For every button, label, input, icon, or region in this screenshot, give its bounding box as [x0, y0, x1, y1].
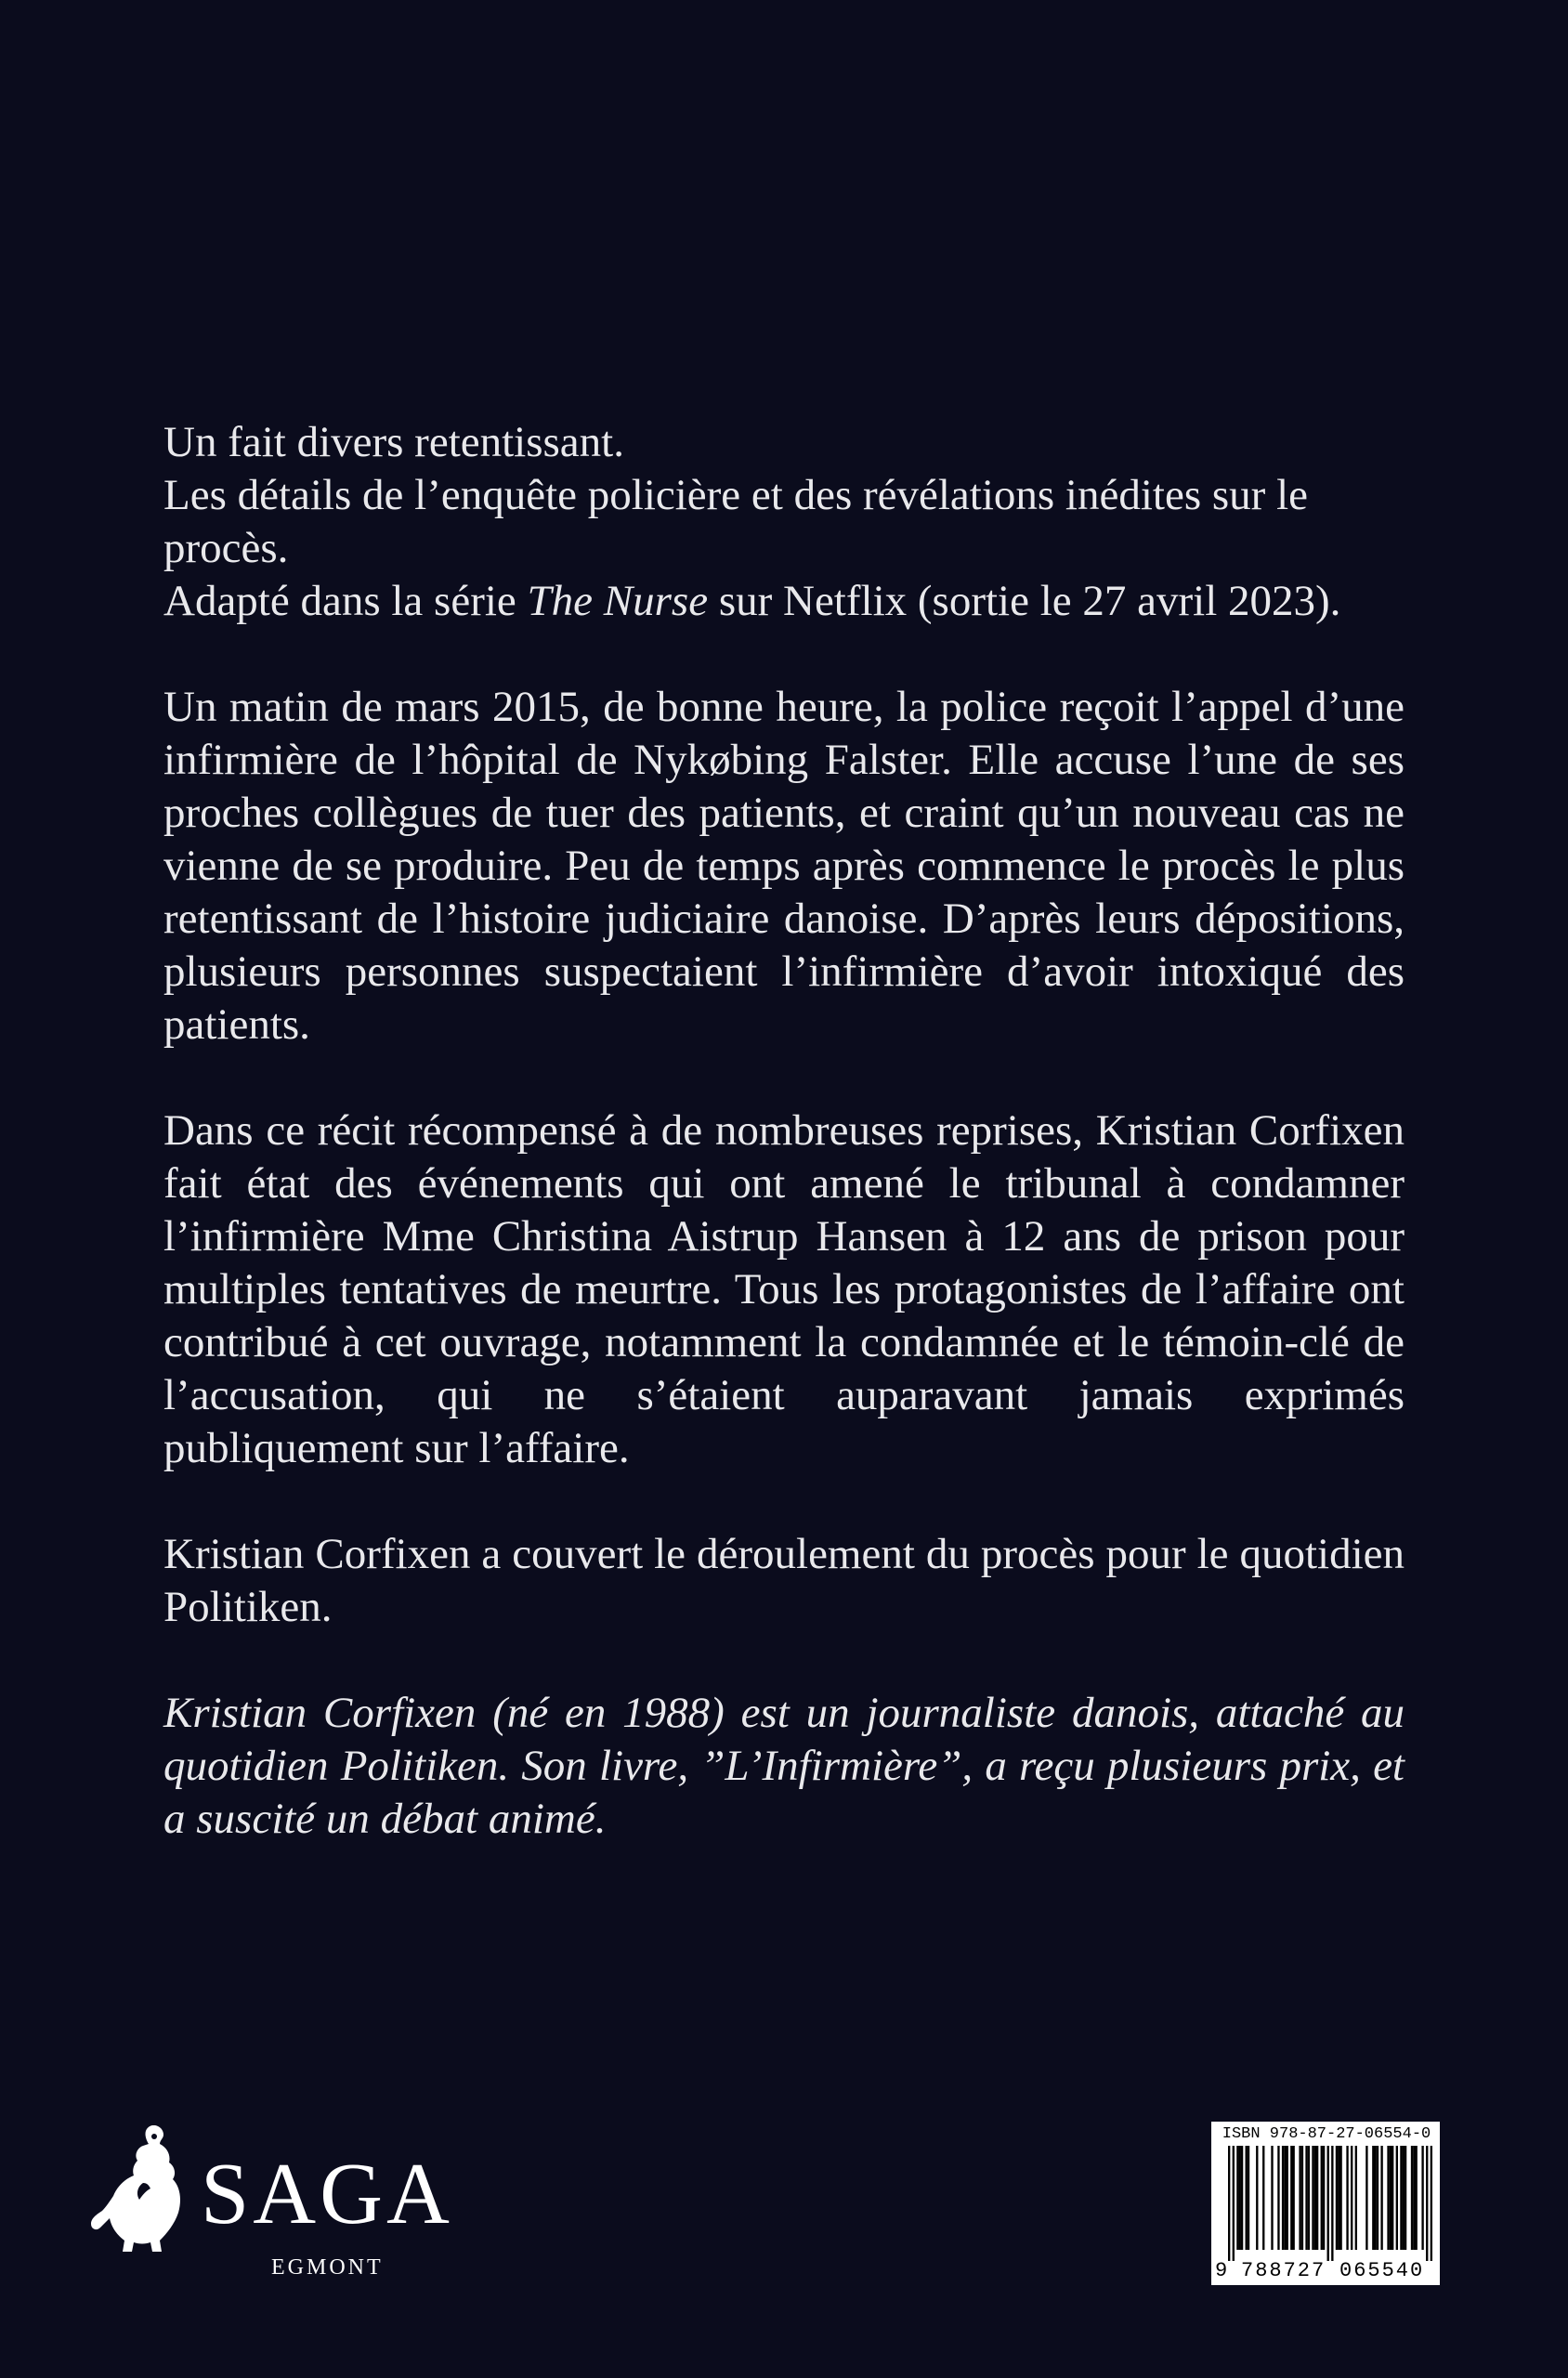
barcode-bar: [1321, 2146, 1323, 2250]
intro-line-3-before: Adapté dans la série: [163, 577, 528, 625]
publisher-name: SAGA: [201, 2146, 453, 2242]
isbn-barcode: [1211, 2122, 1440, 2285]
ean-first-digit: 9: [1215, 2259, 1228, 2282]
barcode-bar: [1271, 2146, 1273, 2250]
barcode-bar: [1405, 2146, 1406, 2250]
barcode-bar: [1415, 2146, 1417, 2250]
barcode-bar: [1346, 2146, 1348, 2250]
barcode-bar: [1287, 2146, 1288, 2250]
barcode-bar: [1392, 2146, 1393, 2250]
barcode-bar: [1400, 2146, 1402, 2250]
barcode-bar: [1365, 2146, 1367, 2250]
barcode-bar: [1284, 2146, 1286, 2250]
barcode-bar: [1331, 2146, 1333, 2261]
barcode-bar: [1390, 2146, 1392, 2250]
award-paragraph: Dans ce récit récompensé à de nombreuses reprises, Kristian Corfixen fait état des événements qui ont amené le tribunal à condamner l’infirmière Mme Christina Aistrup Hansen à 12 ans de prison pour multiples tentatives de meurtre. Tous les protagonistes de l’affaire ont contribué à cet ouvrage, notamment la condamnée et le témoin-clé de l’accusation, qui ne s’étaient auparavant jamais exprimés publiquement sur l’affaire.: [163, 1106, 1405, 1472]
barcode-bar: [1431, 2146, 1432, 2261]
barcode-bar: [1396, 2146, 1398, 2250]
barcode-bar: [1351, 2146, 1352, 2250]
barcode-bar: [1387, 2146, 1389, 2250]
barcode-bar: [1241, 2146, 1243, 2250]
barcode-bar: [1355, 2146, 1357, 2250]
ean-left-group: 788727: [1241, 2259, 1326, 2282]
barcode-bar: [1233, 2146, 1235, 2261]
barcode-bar: [1312, 2146, 1313, 2250]
barcode-bar: [1413, 2146, 1415, 2250]
barcode-bar: [1239, 2146, 1241, 2250]
coverage-paragraph: Kristian Corfixen a couvert le déroulement du procès pour le quotidien Politiken.: [163, 1530, 1405, 1631]
intro-line-3-after: sur Netflix (sortie le 27 avril 2023).: [708, 577, 1341, 625]
barcode-bar: [1426, 2146, 1428, 2261]
barcode-bar: [1338, 2146, 1339, 2250]
publisher-sub: EGMONT: [271, 2255, 384, 2280]
barcode-bar: [1236, 2146, 1238, 2250]
barcode-bar: [1327, 2146, 1329, 2261]
isbn-label: ISBN 978-87-27-06554-0: [1222, 2125, 1431, 2143]
saga-cat-icon: [89, 2125, 210, 2255]
barcode-bar: [1308, 2146, 1310, 2250]
barcode-bar: [1314, 2146, 1316, 2250]
barcode-bar: [1374, 2146, 1376, 2250]
barcode-bar: [1377, 2146, 1379, 2250]
back-cover-text: [163, 416, 1405, 1899]
publisher-logo: [89, 2125, 453, 2293]
series-title: The Nurse: [527, 577, 709, 625]
barcode-bar: [1228, 2146, 1230, 2261]
barcode-bars: [1228, 2146, 1432, 2261]
barcode-bar: [1301, 2146, 1303, 2250]
barcode-bar: [1248, 2146, 1249, 2250]
barcode-bar: [1316, 2146, 1318, 2250]
intro-line-3: [163, 575, 1405, 628]
author-bio: Kristian Corfixen (né en 1988) est un journaliste danois, attaché au quotidien Politiken. Son livre, ”L’Infirmière”, a reçu plusieurs prix, et a suscité un débat animé.: [163, 1689, 1405, 1843]
barcode-bar: [1421, 2146, 1423, 2250]
summary-paragraph: Un matin de mars 2015, de bonne heure, la police reçoit l’appel d’une infirmière de l’hôpital de Nykøbing Falster. Elle accuse l’une de ses proches collègues de tuer des patients, et craint qu’un nouveau cas ne vienne de se produire. Peu de temps après commence le procès le plus retentissant de l’histoire judiciaire danoise. D’après leurs dépositions, plusieurs personnes suspectaient l’infirmière d’avoir intoxiqué des patients.: [163, 683, 1405, 1049]
barcode-bar: [1282, 2146, 1284, 2250]
barcode-bar: [1262, 2146, 1264, 2250]
barcode-bar: [1323, 2146, 1325, 2250]
ean-right-group: 065540: [1339, 2259, 1425, 2282]
barcode-bar: [1246, 2146, 1248, 2250]
barcode-bar: [1411, 2146, 1413, 2250]
barcode-bar: [1380, 2146, 1382, 2250]
barcode-bar: [1372, 2146, 1374, 2250]
barcode-bar: [1290, 2146, 1292, 2250]
barcode-bar: [1292, 2146, 1294, 2250]
ean-digits: [1213, 2259, 1438, 2283]
barcode-bar: [1277, 2146, 1279, 2250]
barcode-bar: [1336, 2146, 1338, 2250]
barcode-bar: [1256, 2146, 1258, 2250]
intro-line-1: Un fait divers retentissant.: [163, 418, 624, 466]
intro-line-2: Les détails de l’enquête policière et des révélations inédites sur le procès.: [163, 471, 1308, 572]
barcode-bar: [1339, 2146, 1341, 2250]
barcode-bar: [1305, 2146, 1307, 2250]
barcode-bar: [1403, 2146, 1405, 2250]
intro-paragraph: [163, 416, 1405, 628]
barcode-bar: [1299, 2146, 1300, 2250]
